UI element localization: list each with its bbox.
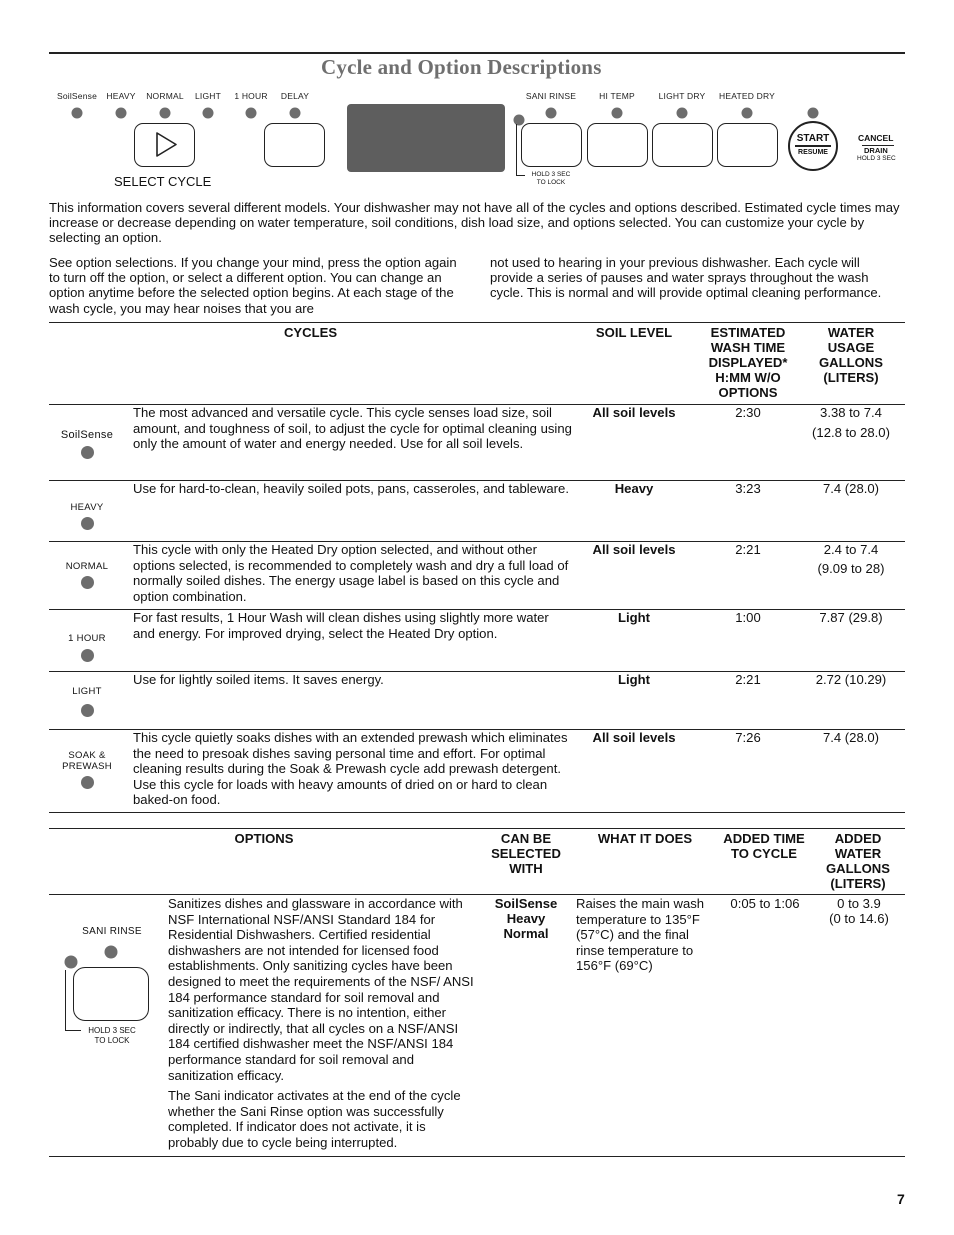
- cycle-wash-time: 2:30: [735, 405, 761, 420]
- cycle-soil-level: All soil levels: [592, 730, 676, 745]
- cycle-indicator-dot: [81, 649, 94, 662]
- cycle-row-label: LIGHT: [72, 686, 102, 697]
- col-header-what-it-does: WHAT IT DOES: [597, 831, 693, 846]
- cycle-description: The most advanced and versatile cycle. This cycle senses load size, soil amount, and toughness of soil, to adjust the cycle for optimal cleaning using only the amount of water and energy needed. Use for all soil levels.: [133, 405, 572, 452]
- selectable-cycle: SoilSense: [494, 896, 558, 911]
- cycle-wash-time: 2:21: [735, 672, 761, 687]
- cycle-water-usage-liters: (9.09 to 28): [817, 561, 885, 576]
- indicator-dot: [546, 108, 557, 119]
- panel-label-normal: NORMAL: [146, 91, 184, 101]
- cycle-description: This cycle with only the Heated Dry option selected, and without other options selected, is recommended to completely wash and dry a full load of normally soiled dishes. The energy usage label is based on this cycle and option combination.: [133, 542, 569, 604]
- indicator-dot: [72, 108, 83, 119]
- col-header-added-water: ADDED WATER GALLONS (LITERS): [825, 831, 890, 891]
- sani-rinse-button-illustration: [73, 967, 149, 1021]
- delay-button: [264, 123, 325, 167]
- col-header-water-usage: WATER USAGE GALLONS (LITERS): [818, 325, 883, 385]
- page-title: Cycle and Option Descriptions: [321, 55, 602, 79]
- cycle-soil-level: Light: [618, 672, 650, 687]
- cycle-soil-level: All soil levels: [592, 542, 676, 557]
- table-rule: [49, 812, 905, 813]
- panel-label-heavy: HEAVY: [106, 91, 136, 101]
- table-rule: [49, 894, 905, 895]
- selectable-cycle: Heavy: [506, 911, 546, 926]
- indicator-dot: [290, 108, 301, 119]
- panel-label-heated-dry: HEATED DRY: [718, 91, 776, 101]
- cycle-description: Use for lightly soiled items. It saves energy.: [133, 672, 384, 687]
- col-header-added-time: ADDED TIME TO CYCLE: [723, 831, 805, 861]
- col-header-selected-with: CAN BE SELECTED WITH: [491, 831, 561, 876]
- cycle-description: For fast results, 1 Hour Wash will clean dishes using slightly more water and energy. For improved drying, select the Heated Dry option.: [133, 610, 549, 641]
- start-label: START: [796, 133, 830, 144]
- hold-lock-text: [82, 1026, 142, 1045]
- panel-label-light-dry: LIGHT DRY: [658, 91, 706, 101]
- hold-lock-line: HOLD 3 SEC: [531, 171, 571, 178]
- cycle-indicator-dot: [81, 776, 94, 789]
- hold-lock-line: TO LOCK: [94, 1035, 130, 1045]
- control-panel-illustration: [0, 0, 954, 200]
- heated-dry-button: [717, 123, 778, 167]
- select-cycle-button: [134, 123, 195, 167]
- start-divider: [795, 145, 831, 147]
- hold-lock-line: HOLD 3 SEC: [88, 1026, 136, 1035]
- indicator-dot: [612, 108, 623, 119]
- intro-paragraph-right: not used to hearing in your previous dishwasher. Each cycle will provide a series of pauses and water sprays throughout the wash cycle. This is normal and will provide optimal cleaning performance.: [490, 255, 882, 301]
- panel-label-1hour: 1 HOUR: [234, 91, 268, 101]
- sani-rinse-button: [521, 123, 582, 167]
- option-selected-with: [484, 896, 568, 941]
- cycle-wash-time: 3:23: [735, 481, 761, 496]
- cycle-indicator-dot: [81, 517, 94, 530]
- indicator-dot: [742, 108, 753, 119]
- light-dry-button: [652, 123, 713, 167]
- cycle-row-label: SOAK & PREWASH: [62, 750, 112, 772]
- option-description: Sanitizes dishes and glassware in accordance with NSF International NSF/ANSI Standard 184 for Residential Dishwashers. Certified residential dishwashers are not intended for licensed food establishments. Only sanitizing cycles have been designed to meet the requirements of the NSF/ ANSI 184 performance standard for soil removal and sanitization efficacy. There is no intention, either directly or indirectly, that all cycles on a NSF/ANSI 184 certified dishwasher meet the NSF/ANSI 184 performance standard for soil removal and sanitization efficacy.: [168, 896, 474, 1083]
- cycle-water-usage-liters: (12.8 to 28.0): [812, 425, 890, 440]
- cycle-water-usage: 3.38 to 7.4: [820, 405, 882, 420]
- cycle-wash-time: 7:26: [735, 730, 761, 745]
- col-header-soil-level: SOIL LEVEL: [595, 325, 673, 340]
- panel-label-hi-temp: HI TEMP: [599, 91, 635, 101]
- indicator-dot: [203, 108, 214, 119]
- start-resume-button: [788, 121, 838, 171]
- cycle-row-label: HEAVY: [70, 502, 104, 513]
- cycle-soil-level: Heavy: [614, 481, 654, 496]
- intro-paragraph: This information covers several different models. Your dishwasher may not have all of the cycles and options described. Estimated cycle times may increase or decrease depending on water temperature, soil conditions, dish load size, and options selected. You can customize your cycle by selecting an option.: [49, 200, 900, 246]
- cycle-soil-level: All soil levels: [592, 405, 676, 420]
- cycle-indicator-dot: [81, 704, 94, 717]
- cancel-hold-label: HOLD 3 SEC: [857, 155, 896, 162]
- indicator-dot: [246, 108, 257, 119]
- option-added-water: 0 to 3.9: [837, 896, 881, 911]
- play-icon: [135, 124, 193, 165]
- cycle-row-label: 1 HOUR: [68, 633, 106, 644]
- cycle-soil-level: Light: [618, 610, 650, 625]
- cycle-water-usage: 7.4 (28.0): [822, 730, 880, 745]
- indicator-dot: [677, 108, 688, 119]
- cycle-description: This cycle quietly soaks dishes with an extended prewash which eliminates the need to presoak dishes saving personal time and effort. For optimal cleaning results during the Soak & Prewash cycle add prewash detergent. Use this cycle for loads with heavy amounts of dried on or hard to clean baked-on food.: [133, 730, 568, 808]
- cycle-wash-time: 2:21: [735, 542, 761, 557]
- table-rule: [49, 1156, 905, 1157]
- resume-label: RESUME: [798, 148, 828, 156]
- selectable-cycle: Normal: [503, 926, 549, 941]
- option-what-it-does: Raises the main wash temperature to 135°F (57°C) and the final rinse temperature to 156°F (69°C): [576, 896, 705, 974]
- indicator-dot: [160, 108, 171, 119]
- intro-paragraph-left: See option selections. If you change your mind, press the option again to turn off the option, or select a different option. You can change an option anytime before the selected option begins. At each stage of the wash cycle, you may hear noises that you are: [49, 255, 457, 316]
- cycle-indicator-dot: [81, 446, 94, 459]
- option-description-indicator: The Sani indicator activates at the end of the cycle whether the Sani Rinse option was successfully completed. If indicator does not activate, it is probably due to cycle being interrupted.: [168, 1088, 461, 1150]
- cycle-water-usage: 7.87 (29.8): [819, 610, 883, 625]
- cycle-water-usage: 2.72 (10.29): [815, 672, 887, 687]
- col-header-cycles: CYCLES: [283, 325, 338, 340]
- panel-label-delay: DELAY: [280, 91, 310, 101]
- option-added-water-liters: (0 to 14.6): [829, 911, 889, 926]
- select-cycle-label: SELECT CYCLE: [114, 174, 212, 189]
- lock-indicator-dot: [65, 956, 78, 969]
- cancel-label: CANCEL: [858, 133, 894, 143]
- cycle-water-usage: 7.4 (28.0): [822, 481, 880, 496]
- option-row-label: SANI RINSE: [82, 926, 142, 937]
- drain-label: DRAIN: [864, 146, 888, 155]
- cycle-indicator-dot: [81, 576, 94, 589]
- cycle-row-label: NORMAL: [65, 561, 109, 572]
- hold-lock-text: [526, 171, 576, 187]
- table-rule: [49, 828, 905, 829]
- cycle-row-label: SoilSense: [60, 429, 114, 441]
- page-number: 7: [897, 1191, 905, 1207]
- panel-label-soilsense: SoilSense: [56, 91, 98, 101]
- option-added-time: 0:05 to 1:06: [730, 896, 800, 911]
- hi-temp-button: [587, 123, 648, 167]
- option-indicator-dot: [105, 946, 118, 959]
- indicator-dot: [808, 108, 819, 119]
- cycle-wash-time: 1:00: [735, 610, 761, 625]
- panel-label-light: LIGHT: [194, 91, 222, 101]
- panel-display: [347, 104, 505, 172]
- cycle-water-usage: 2.4 to 7.4: [823, 542, 879, 557]
- cycle-description: Use for hard-to-clean, heavily soiled pots, pans, casseroles, and tableware.: [133, 481, 569, 496]
- hold-lock-line: TO LOCK: [536, 179, 566, 186]
- col-header-wash-time: ESTIMATED WASH TIME DISPLAYED* H:MM W/O OPTIONS: [708, 325, 788, 400]
- panel-label-sani-rinse: SANI RINSE: [525, 91, 577, 101]
- table-rule: [49, 322, 905, 323]
- indicator-dot: [116, 108, 127, 119]
- col-header-options: OPTIONS: [234, 831, 294, 846]
